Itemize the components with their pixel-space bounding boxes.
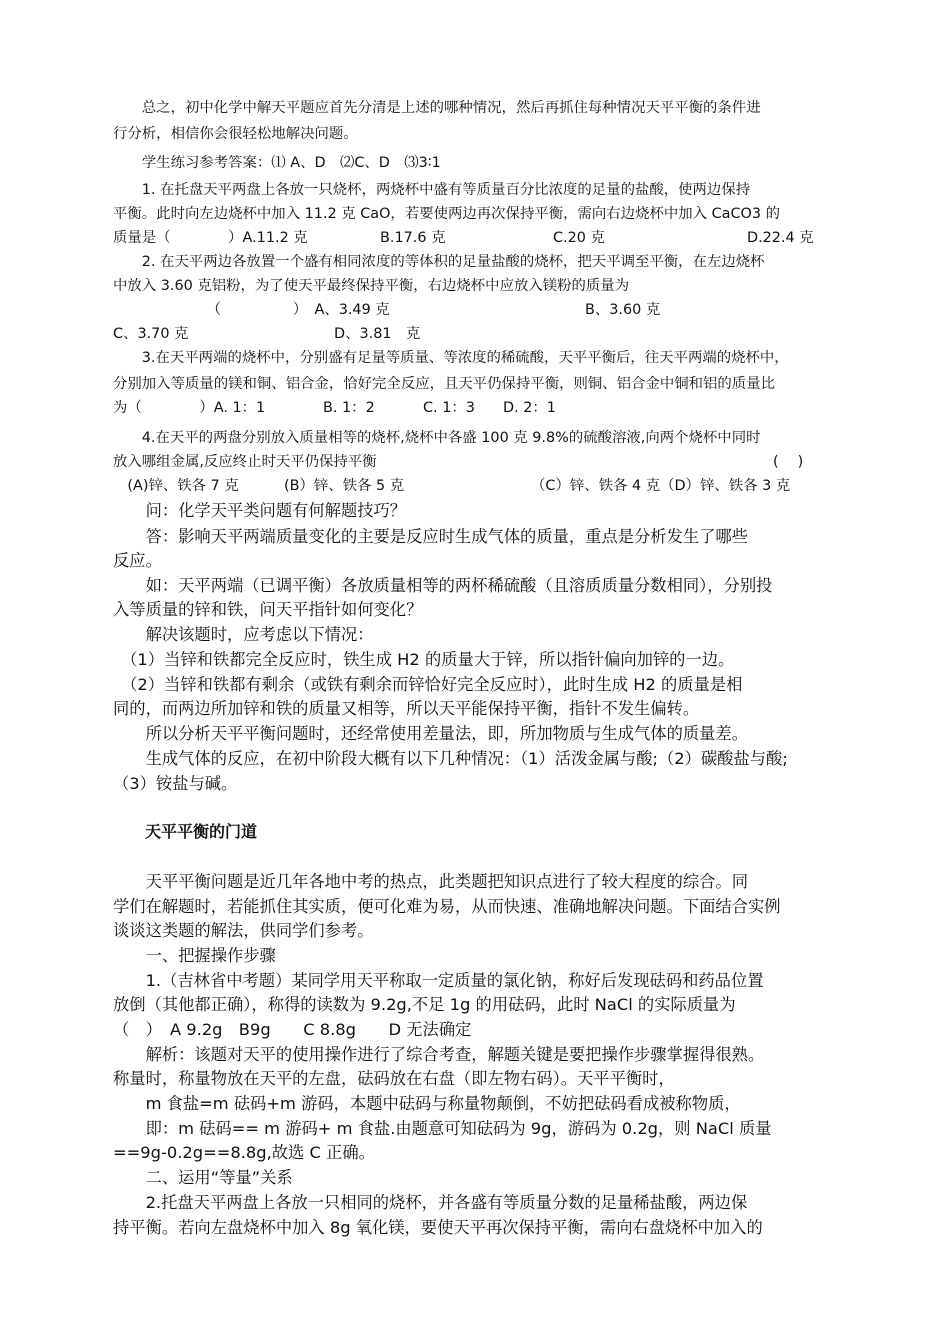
- text-line: 如：天平两端（已调平衡）各放质量相等的两杯稀硫酸（且溶质质量分数相同），分别投: [113, 576, 773, 595]
- text-line: 放倒（其他都正确），称得的读数为 9.2g,不足 1g 的用砝码，此时 NaCl 的实际质量为: [113, 995, 736, 1014]
- answer-options-row: [113, 226, 865, 251]
- text-line: 生成气体的反应，在初中阶段大概有以下几种情况：（1）活泼金属与酸;（2）碳酸盐与酸;: [113, 749, 788, 768]
- text-line: 同的，而两边所加锌和铁的质量又相等，所以天平能保持平衡，指针不发生偏转。: [113, 699, 700, 718]
- answer-options-row: [113, 322, 534, 347]
- answer-option: C. 1：3: [423, 400, 475, 416]
- answer-options-row: [113, 298, 785, 323]
- text-line: 学们在解题时，若能抓住其实质，便可化难为易，从而快速、准确地解决问题。下面结合实例: [113, 897, 781, 916]
- text-line: ==9g-0.2g==8.8g,故选 C 正确。: [113, 1143, 375, 1162]
- text-line: 所以分析天平平衡问题时，还经常使用差量法，即，所加物质与生成气体的质量差。: [113, 724, 748, 743]
- text-line: 行分析，相信你会很轻松地解决问题。: [113, 126, 358, 142]
- answer-option: ( ): [773, 454, 804, 470]
- answer-option: C.20 克: [553, 230, 605, 246]
- answer-option: B. 1：2: [323, 400, 375, 416]
- text-line: 解决该题时，应考虑以下情况：: [113, 625, 374, 644]
- text-line: （3）铵盐与碱。: [113, 774, 238, 793]
- text-line: 3.在天平两端的烧杯中，分别盛有足量等质量、等浓度的稀硫酸，天平平衡后，往天平两端的烧杯中，: [113, 350, 789, 366]
- text-line: 平衡。此时向左边烧杯中加入 11.2 克 CaO，若要使两边再次保持平衡，需向右边烧杯中加入 CaCO3 的: [113, 206, 780, 222]
- answer-options-row: [113, 474, 865, 499]
- answer-option: B、3.60 克: [585, 302, 661, 318]
- text-line: 称量时，称量物放在天平的左盘，砝码放在右盘（即左物右码）。天平平衡时，: [113, 1069, 675, 1088]
- text-line: 2. 在天平两边各放置一个盛有相同浓度的等体积的足量盐酸的烧杯，把天平调至平衡，在左边烧杯: [113, 254, 765, 270]
- answer-option: C、3.70 克: [113, 326, 189, 342]
- answer-option: D.22.4 克: [747, 230, 814, 246]
- text-line: （ ） A 9.2g B9g C 8.8g D 无法确定: [113, 1020, 472, 1039]
- text-line: 二、运用“等量”关系: [113, 1168, 293, 1187]
- text-line: 入等质量的锌和铁，问天平指针如何变化？: [113, 600, 423, 619]
- answer-option: 为（ ）A. 1：1: [113, 400, 266, 416]
- answer-option: D、3.81 克: [334, 326, 421, 342]
- text-line: 1.（吉林省中考题）某同学用天平称取一定质量的氯化钠，称好后发现砝码和药品位置: [113, 971, 764, 990]
- text-line: （1）当锌和铁都完全反应时，铁生成 H2 的质量大于锌，所以指针偏向加锌的一边。: [113, 650, 735, 669]
- text-line: （2）当锌和铁都有剩余（或铁有剩余而锌恰好完全反应时），此时生成 H2 的质量是相: [113, 675, 743, 694]
- answer-option: 质量是（ ）A.11.2 克: [113, 230, 308, 246]
- text-line: 4.在天平的两盘分别放入质量相等的烧杯,烧杯中各盛 100 克 9.8%的硫酸溶液,向两个烧杯中同时: [113, 430, 761, 446]
- text-line: 反应。: [113, 551, 162, 570]
- answer-option: D. 2：1: [503, 400, 556, 416]
- text-line: 一、把握操作步骤: [113, 946, 276, 965]
- text-line: 持平衡。若向左盘烧杯中加入 8g 氧化镁，要使天平再次保持平衡，需向右盘烧杯中加入的: [113, 1218, 763, 1237]
- answer-option: (A)锌、铁各 7 克: [113, 478, 239, 494]
- text-line: 解析：该题对天平的使用操作进行了综合考查，解题关键是要把操作步骤掌握得很熟。: [113, 1045, 765, 1064]
- text-line: 2.托盘天平两盘上各放一只相同的烧杯，并各盛有等质量分数的足量稀盐酸，两边保: [113, 1193, 748, 1212]
- text-line: 学生练习参考答案：⑴ A、D ⑵C、D ⑶3∶1: [113, 155, 441, 171]
- text-line: m 食盐=m 砝码+m 游码，本题中砝码与称量物颠倒，不妨把砝码看成被称物质，: [113, 1094, 741, 1113]
- text-line: 答：影响天平两端质量变化的主要是反应时生成气体的质量，重点是分析发生了哪些: [113, 527, 748, 546]
- text-line: 中放入 3.60 克铝粉，为了使天平最终保持平衡，右边烧杯中应放入镁粉的质量为: [113, 278, 630, 294]
- text-line: 即：m 砝码== m 游码+ m 食盐.由题意可知砝码为 9g，游码为 0.2g，则 NaCl 质量: [113, 1119, 772, 1138]
- text-line: 谈谈这类题的解法，供同学们参考。: [113, 921, 374, 940]
- text-line: 问：化学天平类问题有何解题技巧？: [113, 501, 407, 520]
- section-title: 天平平衡的门道: [113, 822, 258, 841]
- text-line: 总之，初中化学中解天平题应首先分清是上述的哪种情况，然后再抓住每种情况天平平衡的条件进: [113, 100, 761, 116]
- answer-options-row: [113, 396, 603, 421]
- answer-option: （C）锌、铁各 4 克（D）锌、铁各 3 克: [531, 478, 791, 494]
- text-line: 分别加入等质量的镁和铜、铝合金，恰好完全反应，且天平仍保持平衡，则铜、铝合金中铜和铝的质量比: [113, 376, 775, 392]
- answer-option: 放入哪组金属,反应终止时天平仍保持平衡: [113, 454, 377, 470]
- answer-option: B.17.6 克: [380, 230, 446, 246]
- answer-option: (B）锌、铁各 5 克: [284, 478, 405, 494]
- text-line: 1. 在托盘天平两盘上各放一只烧杯，两烧杯中盛有等质量百分比浓度的足量的盐酸，使两边保持: [113, 182, 751, 198]
- answer-option: （ ） A、3.49 克: [113, 302, 390, 318]
- text-line: 天平平衡问题是近几年各地中考的热点，此类题把知识点进行了较大程度的综合。同: [113, 872, 748, 891]
- answer-options-row: [113, 450, 833, 475]
